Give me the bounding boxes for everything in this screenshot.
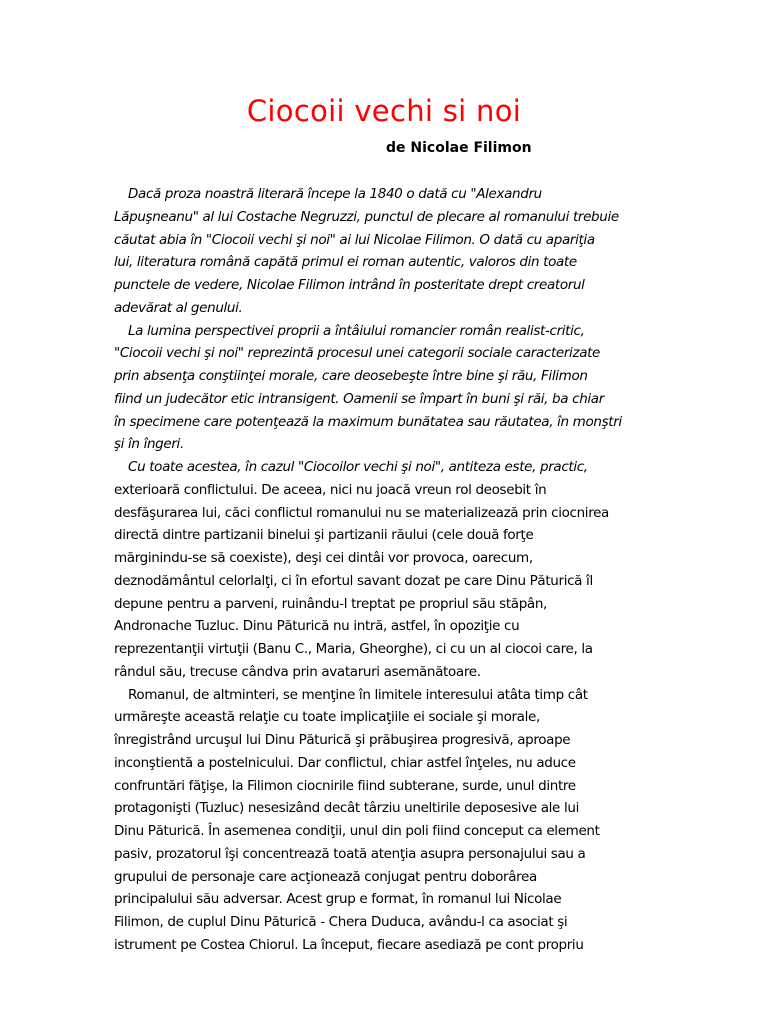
- text-line: rândul său, trecuse cândva prin avataruri asemănătoare.: [114, 663, 481, 680]
- text-line: grupului de personaje care acţionează conjugat pentru doborârea: [114, 868, 537, 885]
- text-line: adevărat al genului.: [114, 299, 243, 316]
- text-line: în specimene care potenţează la maximum bunătatea sau răutatea, în monştri: [114, 413, 622, 430]
- text-line: Lăpuşneanu" al lui Costache Negruzzi, punctul de plecare al romanului trebuie: [114, 208, 619, 225]
- text-line: istrument pe Costea Chiorul. La început, fiecare asediază pe cont propriu: [114, 936, 584, 953]
- text-line: reprezentanţii virtuţii (Banu C., Maria, Gheorghe), ci cu un al ciocoi care, la: [114, 641, 593, 657]
- document-title: Ciocoii vechi si noi: [246, 94, 522, 128]
- text-line: căutat abia în "Ciocoii vechi şi noi" ai lui Nicolae Filimon. O dată cu apariţia: [114, 231, 595, 248]
- text-line: "Ciocoii vechi şi noi" reprezintă procesul unei categorii sociale caracterizate: [114, 345, 601, 362]
- text-line: şi în îngeri.: [114, 436, 184, 453]
- text-line: fiind un judecător etic intransigent. Oamenii se împart în buni şi răi, ba chiar: [114, 390, 604, 407]
- document-author: de Nicolae Filimon: [386, 140, 532, 156]
- text-line: protagonişti (Tuzluc) nesesizând decât târziu uneltirile deposesive ale lui: [114, 800, 579, 817]
- text-line: prin absenţa conştiinţei morale, care deosebeşte între bine şi rău, Filimon: [114, 368, 588, 384]
- text-line: deznodământul celorlalţi, ci în efortul savant dozat pe care Dinu Păturică îl: [114, 572, 593, 589]
- text-line: punctele de vedere, Nicolae Filimon intrând în posteritate drept creatorul: [114, 277, 585, 293]
- text-line: desfăşurarea lui, căci conflictul romanului nu se materializează prin ciocnirea: [114, 504, 609, 521]
- document-body: [114, 183, 664, 957]
- text-line: Andronache Tuzluc. Dinu Păturică nu intră, astfel, în opoziţie cu: [114, 618, 520, 635]
- text-line: înregistrând urcuşul lui Dinu Păturică şi prăbuşirea progresivă, aproape: [114, 732, 571, 748]
- text-line: depune pentru a parveni, ruinându-l treptat pe propriul său stăpân,: [114, 595, 547, 612]
- text-line: Romanul, de altminteri, se menţine în limitele interesului atâta timp cât: [128, 686, 588, 703]
- text-line: mărginindu-se să coexiste), deşi cei dintâi vor provoca, oarecum,: [114, 550, 533, 566]
- text-line: Cu toate acestea, în cazul "Ciocoilor vechi şi noi", antiteza este, practic,: [128, 459, 588, 475]
- text-line: directă dintre partizanii binelui şi partizanii răului (cele două forţe: [114, 527, 534, 544]
- text-line: Dacă proza noastră literară începe la 1840 o dată cu "Alexandru: [128, 186, 542, 202]
- text-line: pasiv, prozatorul îşi concentrează toată atenţia asupra personajului sau a: [114, 845, 586, 862]
- text-line: La lumina perspectivei proprii a întâiului romancier român realist-critic,: [128, 322, 585, 339]
- text-line: principalului său adversar. Acest grup e format, în romanul lui Nicolae: [114, 891, 562, 908]
- text-line: Filimon, de cuplul Dinu Păturică - Chera Duduca, avându-l ca asociat şi: [114, 914, 568, 930]
- text-line: inconştientă a postelnicului. Dar conflictul, chiar astfel înţeles, nu aduce: [114, 754, 576, 771]
- text-line: confruntări făţişe, la Filimon ciocnirile fiind subterane, surde, unul dintre: [114, 777, 576, 794]
- text-line: Dinu Păturică. În asemenea condiţii, unul din poli fiind conceput ca element: [114, 823, 600, 839]
- text-line: lui, literatura română capătă primul ei roman autentic, valoros din toate: [114, 254, 577, 271]
- text-line: urmăreşte această relaţie cu toate implicaţiile ei sociale şi morale,: [114, 709, 540, 726]
- text-line: exterioară conflictului. De aceea, nici nu joacă vreun rol deosebit în: [114, 481, 547, 498]
